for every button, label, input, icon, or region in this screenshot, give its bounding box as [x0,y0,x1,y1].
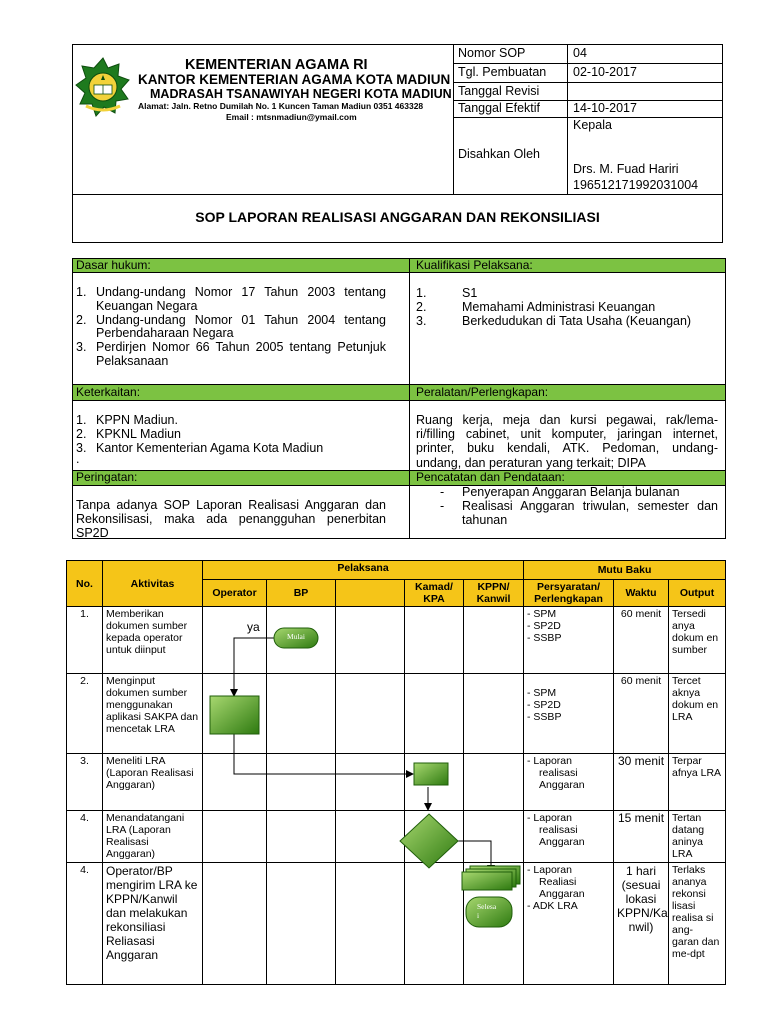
approver-name: Drs. M. Fuad Hariri [573,162,679,176]
list-item: - Realisasi Anggaran triwulan, semester dan tahunan [440,499,718,527]
end-label: Selesa i [477,902,497,920]
dasar-hukum-heading: Dasar hukum: [76,258,151,272]
list-item: 2. Undang-undang Nomor 01 Tahun 2004 tentang Perbendaharaan Negara [76,312,386,341]
header-aktivitas: Aktivitas [103,561,203,607]
start-label: Mulai [287,632,305,641]
peralatan-text: Ruang kerja, meja dan kursi pegawai, rak/lema- ri/filling cabinet, unit komputer, jaringan internet, printer, buku kendali, ATK. Pedoman, undang- undang, dan peraturan yang terkait; DIPA [416,413,718,470]
meta-label-revisi: Tanggal Revisi [458,84,540,98]
table-row: 4. Menandatangani LRA (Laporan Realisasi Anggaran) - Laporan realisasi Anggaran 15 menit Tertan datang aninya LRA [67,811,726,863]
flow-ya-label: ya [247,620,260,634]
list-item: 2. KPKNL Madiun [76,427,181,441]
kualifikasi-heading: Kualifikasi Pelaksana: [416,258,533,272]
table-row: 2. Menginput dokumen sumber menggunakan aplikasi SAKPA dan mencetak LRA - SPM - SP2D - SSBP 60 menit Tercet aknya dokum en LRA [67,674,726,754]
header-kppn: KPPN/ Kanwil [464,580,524,607]
list-item: 1. Undang-undang Nomor 17 Tahun 2003 tentang Keuangan Negara [76,285,386,313]
table-row: 4. Operator/BP mengirim LRA ke KPPN/Kanwil dan melakukan rekonsiliasi Reliasasi Anggaran - Laporan Realiasi Anggaran - ADK LRA 1 hari (sesuai lokasi KPPN/Ka nwil) Terlaks ananya rekonsi lisasi realisa si ang- garan dan me-dpt [67,863,726,985]
header-output: Output [669,580,726,607]
pencatatan-heading: Pencatatan dan Pendataan: [416,470,565,484]
list-item: 1. KPPN Madiun. [76,413,178,427]
meta-label-nomor: Nomor SOP [458,46,526,60]
header-bp: BP [267,580,336,607]
meta-label-pembuatan: Tgl. Pembuatan [458,65,547,79]
org-address: Alamat: Jaln. Retno Dumilah No. 1 Kuncen Taman Madiun 0351 463328 [138,101,424,111]
peringatan-text: Tanpa adanya SOP Laporan Realisasi Anggaran dan Rekonsilisasi, maka ada penangguhan penerbitan SP2D [76,498,386,540]
peringatan-heading: Peringatan: [76,470,138,484]
org-name-1: KEMENTERIAN AGAMA RI [185,57,368,73]
list-item: - Penyerapan Anggaran Belanja bulanan [440,485,680,499]
decision-diamond [400,814,458,868]
meta-value-nomor: 04 [573,46,587,60]
process-box [210,696,259,734]
process-box [414,763,448,785]
list-item: 1. S1 [416,286,478,300]
list-trail: . [76,452,80,466]
approver-title: Kepala [573,118,612,132]
list-item: 3. Berkedudukan di Tata Usaha (Keuangan) [416,314,692,328]
org-email: Email : mtsnmadiun@ymail.com [226,112,357,122]
header-operator: Operator [203,580,267,607]
header-persyaratan: Persyaratan/ Perlengkapan [524,580,614,607]
org-name-2: KANTOR KEMENTERIAN AGAMA KOTA MADIUN [138,72,451,87]
document-title: SOP LAPORAN REALISASI ANGGARAN DAN REKONSILIASI [195,209,600,225]
header-waktu: Waktu [614,580,669,607]
list-item: 3. Kantor Kementerian Agama Kota Madiun [76,441,324,455]
header-kamad: Kamad/ KPA [405,580,464,607]
approver-nip: 196512171992031004 [573,178,699,192]
table-row: 3. Meneliti LRA (Laporan Realisasi Anggaran) - Laporan realisasi Anggaran 30 menit Terpar afnya LRA [67,754,726,811]
meta-label-efektif: Tanggal Efektif [458,101,540,115]
meta-value-efektif: 14-10-2017 [573,101,637,115]
table-row: 1. Memberikan dokumen sumber kepada operator untuk diinput - SPM - SP2D - SSBP 60 menit Tersedi anya dokum en sumber [67,607,726,674]
peralatan-heading: Peralatan/Perlengkapan: [416,385,549,399]
list-item: 2. Memahami Administrasi Keuangan [416,300,656,314]
header-mutu-baku: Mutu Baku [524,561,726,580]
document-stack [462,872,512,890]
header-pelaksana: Pelaksana [203,561,524,580]
header-no: No. [67,561,103,607]
meta-value-pembuatan: 02-10-2017 [573,65,637,79]
list-item: 3. Perdirjen Nomor 66 Tahun 2005 tentang Petunjuk Pelaksanaan [76,340,386,368]
org-name-3: MADRASAH TSANAWIYAH NEGERI KOTA MADIUN [150,87,452,101]
keterkaitan-heading: Keterkaitan: [76,385,141,399]
approved-label: Disahkan Oleh [458,147,540,161]
